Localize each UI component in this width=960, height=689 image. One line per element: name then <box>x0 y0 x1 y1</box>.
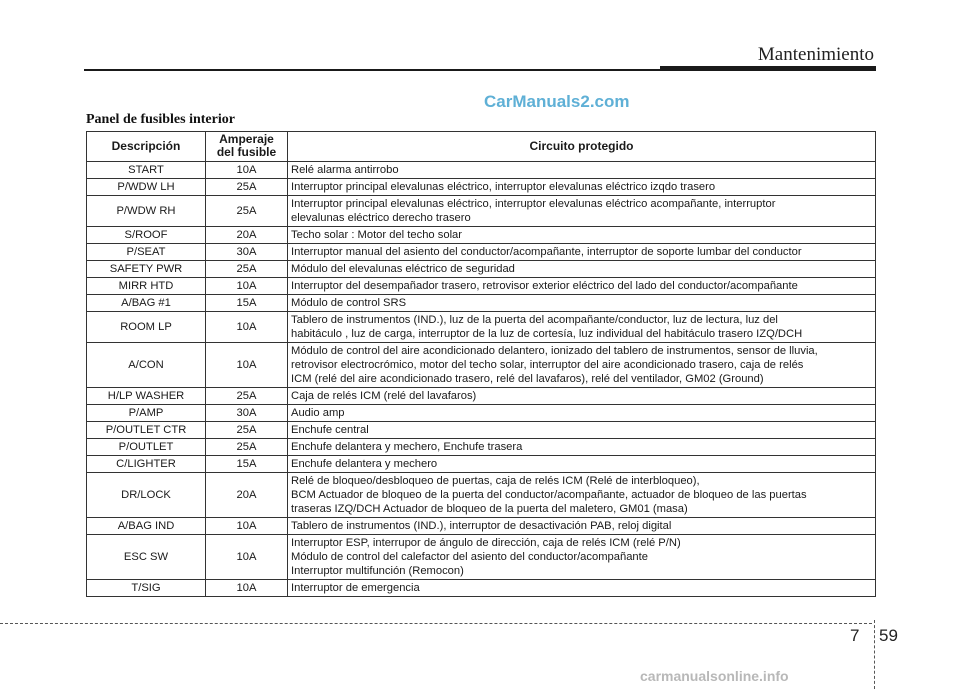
fuse-circuit-line: elevalunas eléctrico derecho trasero <box>291 212 471 224</box>
fuse-circuit <box>288 422 876 439</box>
footer-divider <box>0 623 872 624</box>
fuse-circuit-line: BCM Actuador de bloqueo de la puerta del conductor/acompañante, actuador de bloqueo de las puertas <box>291 489 807 501</box>
header-rule-accent <box>660 66 876 71</box>
fuse-circuit <box>288 295 876 312</box>
header-amperage <box>206 132 288 162</box>
fuse-circuit-line: Módulo del elevalunas eléctrico de seguridad <box>291 263 515 275</box>
fuse-circuit-line: Caja de relés ICM (relé del lavafaros) <box>291 390 477 402</box>
fuse-circuit-line: Interruptor principal elevalunas eléctrico, interruptor elevalunas eléctrico izqdo trasero <box>291 181 716 193</box>
fuse-amperage: 10A <box>206 580 288 597</box>
fuse-description: ROOM LP <box>87 312 206 343</box>
fuse-description: C/LIGHTER <box>87 456 206 473</box>
fuse-table <box>86 131 876 597</box>
page-header-title: Mantenimiento <box>757 44 874 65</box>
fuse-amperage: 10A <box>206 518 288 535</box>
section-title: Panel de fusibles interior <box>86 112 235 127</box>
header-description: Descripción <box>87 132 206 162</box>
fuse-description: P/AMP <box>87 405 206 422</box>
fuse-amperage: 10A <box>206 162 288 179</box>
fuse-circuit <box>288 196 876 227</box>
fuse-circuit <box>288 179 876 196</box>
fuse-amperage: 25A <box>206 439 288 456</box>
table-row <box>87 473 876 518</box>
fuse-amperage: 25A <box>206 196 288 227</box>
header-circuit: Circuito protegido <box>288 132 876 162</box>
fuse-circuit <box>288 580 876 597</box>
fuse-circuit <box>288 162 876 179</box>
table-row <box>87 343 876 388</box>
fuse-amperage: 20A <box>206 227 288 244</box>
fuse-description: P/WDW LH <box>87 179 206 196</box>
fuse-circuit-line: Interruptor del desempañador trasero, retrovisor exterior eléctrico del lado del conductor/acompañante <box>291 280 798 292</box>
fuse-amperage: 15A <box>206 295 288 312</box>
footer-vertical-divider <box>874 620 875 689</box>
fuse-circuit <box>288 456 876 473</box>
watermark-top: CarManuals2.com <box>484 92 630 111</box>
fuse-amperage: 20A <box>206 473 288 518</box>
fuse-circuit-line: habitáculo , luz de carga, interruptor de la luz de cortesía, luz individual del habitáculo trasero IZQ/DCH <box>291 328 803 340</box>
table-row <box>87 405 876 422</box>
fuse-circuit <box>288 518 876 535</box>
fuse-description: S/ROOF <box>87 227 206 244</box>
fuse-circuit-line: Interruptor manual del asiento del conductor/acompañante, interruptor de soporte lumbar del conductor <box>291 246 802 258</box>
fuse-circuit-line: Relé alarma antirrobo <box>291 164 399 176</box>
table-row <box>87 261 876 278</box>
table-row <box>87 162 876 179</box>
header-amperage-line2: del fusible <box>216 145 277 159</box>
table-row <box>87 196 876 227</box>
table-row <box>87 278 876 295</box>
fuse-description: DR/LOCK <box>87 473 206 518</box>
fuse-circuit <box>288 405 876 422</box>
fuse-circuit-line: Techo solar : Motor del techo solar <box>291 229 463 241</box>
fuse-circuit-line: Interruptor principal elevalunas eléctrico, interruptor elevalunas eléctrico acompañante, interruptor <box>291 198 776 210</box>
table-row <box>87 388 876 405</box>
fuse-circuit <box>288 535 876 580</box>
fuse-amperage: 30A <box>206 244 288 261</box>
fuse-circuit-line: Tablero de instrumentos (IND.), interruptor de desactivación PAB, reloj digital <box>291 520 672 532</box>
fuse-description: T/SIG <box>87 580 206 597</box>
table-row <box>87 439 876 456</box>
table-row <box>87 312 876 343</box>
fuse-amperage: 30A <box>206 405 288 422</box>
fuse-description: A/CON <box>87 343 206 388</box>
table-row <box>87 179 876 196</box>
watermark-bottom: carmanualsonline.info <box>640 668 789 684</box>
table-row <box>87 244 876 261</box>
fuse-amperage: 25A <box>206 388 288 405</box>
table-row <box>87 227 876 244</box>
fuse-amperage: 25A <box>206 422 288 439</box>
fuse-description: SAFETY PWR <box>87 261 206 278</box>
fuse-amperage: 10A <box>206 278 288 295</box>
fuse-circuit <box>288 261 876 278</box>
fuse-description: A/BAG #1 <box>87 295 206 312</box>
fuse-amperage: 15A <box>206 456 288 473</box>
fuse-circuit <box>288 278 876 295</box>
fuse-circuit <box>288 312 876 343</box>
fuse-circuit-line: Módulo de control del calefactor del asiento del conductor/acompañante <box>291 551 648 563</box>
fuse-amperage: 10A <box>206 312 288 343</box>
fuse-table-header <box>87 132 876 162</box>
fuse-circuit <box>288 473 876 518</box>
fuse-description: P/SEAT <box>87 244 206 261</box>
fuse-circuit-line: traseras IZQ/DCH Actuador de bloqueo de la puerta del maletero, GM01 (masa) <box>291 503 688 515</box>
fuse-circuit <box>288 227 876 244</box>
fuse-description: H/LP WASHER <box>87 388 206 405</box>
table-row <box>87 295 876 312</box>
fuse-circuit-line: Enchufe central <box>291 424 369 436</box>
fuse-description: ESC SW <box>87 535 206 580</box>
table-row <box>87 580 876 597</box>
table-row <box>87 535 876 580</box>
fuse-circuit <box>288 343 876 388</box>
fuse-circuit <box>288 439 876 456</box>
table-row <box>87 456 876 473</box>
fuse-description: P/WDW RH <box>87 196 206 227</box>
fuse-circuit-line: Módulo de control SRS <box>291 297 407 309</box>
fuse-circuit-line: Enchufe delantera y mechero, Enchufe trasera <box>291 441 523 453</box>
fuse-amperage: 10A <box>206 343 288 388</box>
fuse-amperage: 25A <box>206 179 288 196</box>
table-row <box>87 422 876 439</box>
fuse-circuit-line: Interruptor ESP, interrupor de ángulo de dirección, caja de relés ICM (relé P/N) <box>291 537 681 549</box>
fuse-circuit <box>288 244 876 261</box>
fuse-circuit-line: Relé de bloqueo/desbloqueo de puertas, caja de relés ICM (Relé de interbloqueo), <box>291 475 700 487</box>
fuse-description: P/OUTLET <box>87 439 206 456</box>
fuse-description: P/OUTLET CTR <box>87 422 206 439</box>
table-row <box>87 518 876 535</box>
fuse-circuit-line: ICM (relé del aire acondicionado trasero, relé del lavafaros), relé del ventilador, GM02 (Ground) <box>291 373 764 385</box>
fuse-circuit-line: Enchufe delantera y mechero <box>291 458 438 470</box>
fuse-circuit <box>288 388 876 405</box>
fuse-circuit-line: retrovisor electrocrómico, motor del techo solar, interruptor del aire acondicionado trasero, caja de relés <box>291 359 804 371</box>
fuse-description: MIRR HTD <box>87 278 206 295</box>
page-chapter-number: 7 <box>850 626 860 645</box>
header-amperage-line1: Amperaje <box>219 132 274 146</box>
page-number: 59 <box>879 626 898 645</box>
fuse-circuit-line: Interruptor de emergencia <box>291 582 420 594</box>
fuse-description: START <box>87 162 206 179</box>
fuse-circuit-line: Audio amp <box>291 407 345 419</box>
fuse-amperage: 25A <box>206 261 288 278</box>
fuse-amperage: 10A <box>206 535 288 580</box>
fuse-circuit-line: Módulo de control del aire acondicionado delantero, ionizado del tablero de instrumentos, sensor de lluvia, <box>291 345 818 357</box>
fuse-table-body <box>87 162 876 597</box>
fuse-circuit-line: Interruptor multifunción (Remocon) <box>291 565 464 577</box>
fuse-circuit-line: Tablero de instrumentos (IND.), luz de la puerta del acompañante/conductor, luz de lectura, luz del <box>291 314 778 326</box>
fuse-description: A/BAG IND <box>87 518 206 535</box>
